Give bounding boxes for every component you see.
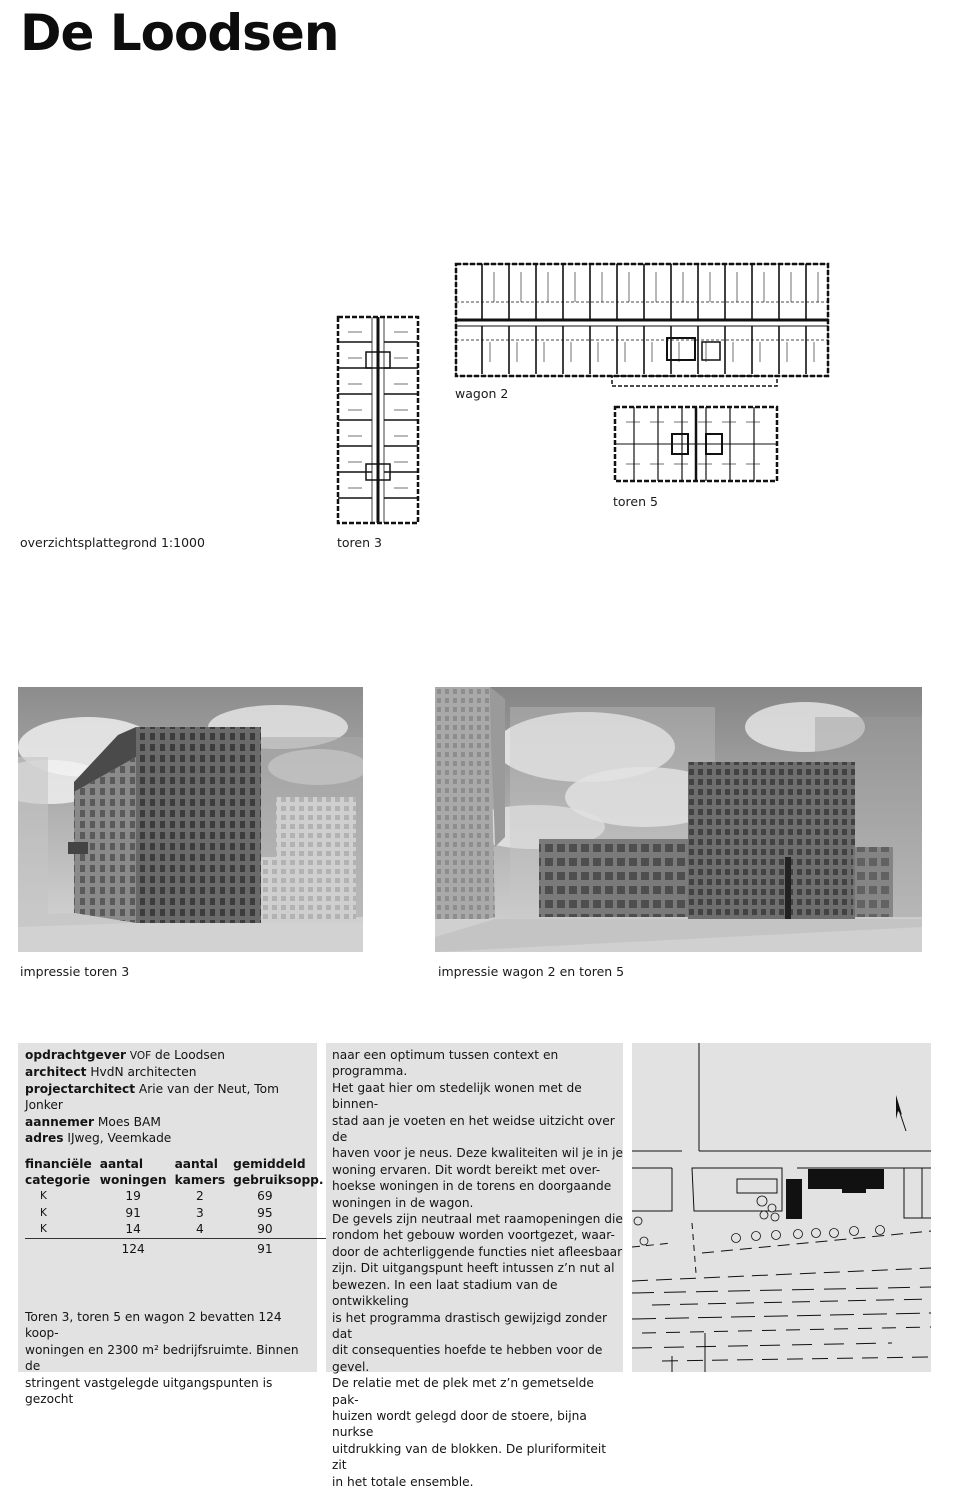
- text-line: door de achterliggende functies niet afleesbaar: [332, 1244, 623, 1259]
- table-header: financiële categorie: [25, 1157, 92, 1188]
- table-cell: 124: [100, 1238, 175, 1257]
- text-line: rondom het gebouw worden voortgezet, waar-: [332, 1228, 615, 1243]
- table-cell: 2: [195, 1189, 204, 1204]
- text-line: Toren 3, toren 5 en wagon 2 bevatten 124 koop-: [25, 1310, 282, 1341]
- toren5-footprint: [842, 1183, 866, 1193]
- text-line: De gevels zijn neutraal met raamopeningen die: [332, 1212, 623, 1227]
- table-total-row: [25, 1238, 332, 1257]
- text-line: bewezen. In een laat stadium van de ontwikkeling: [332, 1277, 558, 1309]
- text-line: woning ervaren. Dit wordt bereikt met over-: [332, 1162, 601, 1177]
- table-cell: [25, 1238, 100, 1257]
- table-cell: 91: [125, 1205, 141, 1220]
- site-map: [632, 1043, 931, 1372]
- text-line: uitdrukking van de blokken. De pluriformiteit zit: [332, 1441, 607, 1473]
- text-line: hoekse woningen in de torens en doorgaande: [332, 1179, 612, 1194]
- text-line: in het totale ensemble.: [332, 1474, 474, 1489]
- toren5-label: toren 5: [613, 494, 658, 509]
- wagon2-render-image: [435, 687, 922, 952]
- table-header-row: [25, 1156, 332, 1188]
- text-line: De relatie met de plek met z’n gemetselde pak-: [332, 1376, 594, 1407]
- toren3-floorplan: [334, 314, 422, 526]
- table-row: [25, 1188, 332, 1204]
- wagon2-floorplan: [452, 262, 832, 388]
- table-cell: 14: [125, 1222, 141, 1237]
- wagon2-render-caption: impressie wagon 2 en toren 5: [438, 964, 625, 979]
- table-cell: 90: [257, 1222, 273, 1237]
- table-cell: K: [40, 1223, 47, 1236]
- text-line: dit consequenties hoefde te hebben voor de: [332, 1343, 603, 1358]
- toren3-label: toren 3: [337, 535, 382, 550]
- text-line: stringent vastgelegde uitgangspunten is gezocht: [25, 1375, 273, 1407]
- wagon2-label: wagon 2: [455, 386, 509, 401]
- text-line: stad aan je voeten en het weidse uitzicht over de: [332, 1113, 615, 1145]
- table-row: [25, 1205, 332, 1221]
- table-header: aantal kamers: [174, 1157, 226, 1188]
- text-line: woningen en 2300 m² bedrijfsruimte. Binnen de: [25, 1342, 299, 1374]
- body-text-panel: [326, 1043, 624, 1489]
- table-cell: 4: [195, 1222, 204, 1237]
- toren3-render-caption: impressie toren 3: [20, 964, 130, 979]
- table-header: gemiddeld gebruiksopp.: [233, 1157, 324, 1188]
- page-title: De Loodsen: [20, 4, 339, 62]
- toren5-floorplan: [612, 404, 780, 486]
- text-line: zijn. Dit uitgangspunt heeft intussen z’n nut al: [332, 1261, 615, 1276]
- text-line: is het programma drastisch gewijzigd zonder dat: [332, 1310, 608, 1341]
- text-line: huizen wordt gelegd door de stoere, bijna nurkse: [332, 1408, 587, 1440]
- site-map-panel: [632, 1043, 931, 1372]
- text-line: haven voor je neus. Deze kwaliteiten wil je in je: [332, 1146, 624, 1161]
- toren3-footprint: [786, 1179, 802, 1219]
- table-cell: [175, 1238, 234, 1257]
- table-row: [25, 1221, 332, 1238]
- table-cell: 95: [257, 1205, 273, 1220]
- body-text-col1: [25, 1309, 317, 1407]
- overview-scale-label: overzichtsplattegrond 1:1000: [20, 535, 205, 550]
- north-arrow-icon: [896, 1095, 906, 1131]
- table-cell: 69: [257, 1189, 273, 1204]
- table-cell: 3: [195, 1205, 204, 1220]
- credit-projectarchitect: projectarchitect Arie van der Neut, Tom Jonker: [25, 1081, 280, 1113]
- table-cell: K: [40, 1190, 47, 1203]
- text-line: naar een optimum tussen context en programma.: [332, 1048, 559, 1079]
- credit-adres: adres IJweg, Veemkade: [25, 1131, 172, 1146]
- project-info-panel: [18, 1043, 324, 1407]
- text-line: gevel.: [332, 1359, 370, 1374]
- table-cell: 91: [233, 1238, 331, 1257]
- financial-category-table: [25, 1156, 332, 1257]
- text-line: woningen in de wagon.: [332, 1195, 474, 1210]
- table-cell: K: [40, 1206, 47, 1219]
- toren3-render-image: [18, 687, 363, 952]
- body-text-col2: [332, 1047, 624, 1490]
- credit-opdrachtgever: opdrachtgever VOF de Loodsen: [25, 1048, 225, 1062]
- table-header: aantal woningen: [99, 1157, 167, 1188]
- table-cell: 19: [125, 1189, 141, 1204]
- credit-architect: architect HvdN architecten: [25, 1065, 197, 1080]
- text-line: Het gaat hier om stedelijk wonen met de binnen-: [332, 1080, 582, 1112]
- credit-aannemer: aannemer Moes BAM: [25, 1114, 161, 1129]
